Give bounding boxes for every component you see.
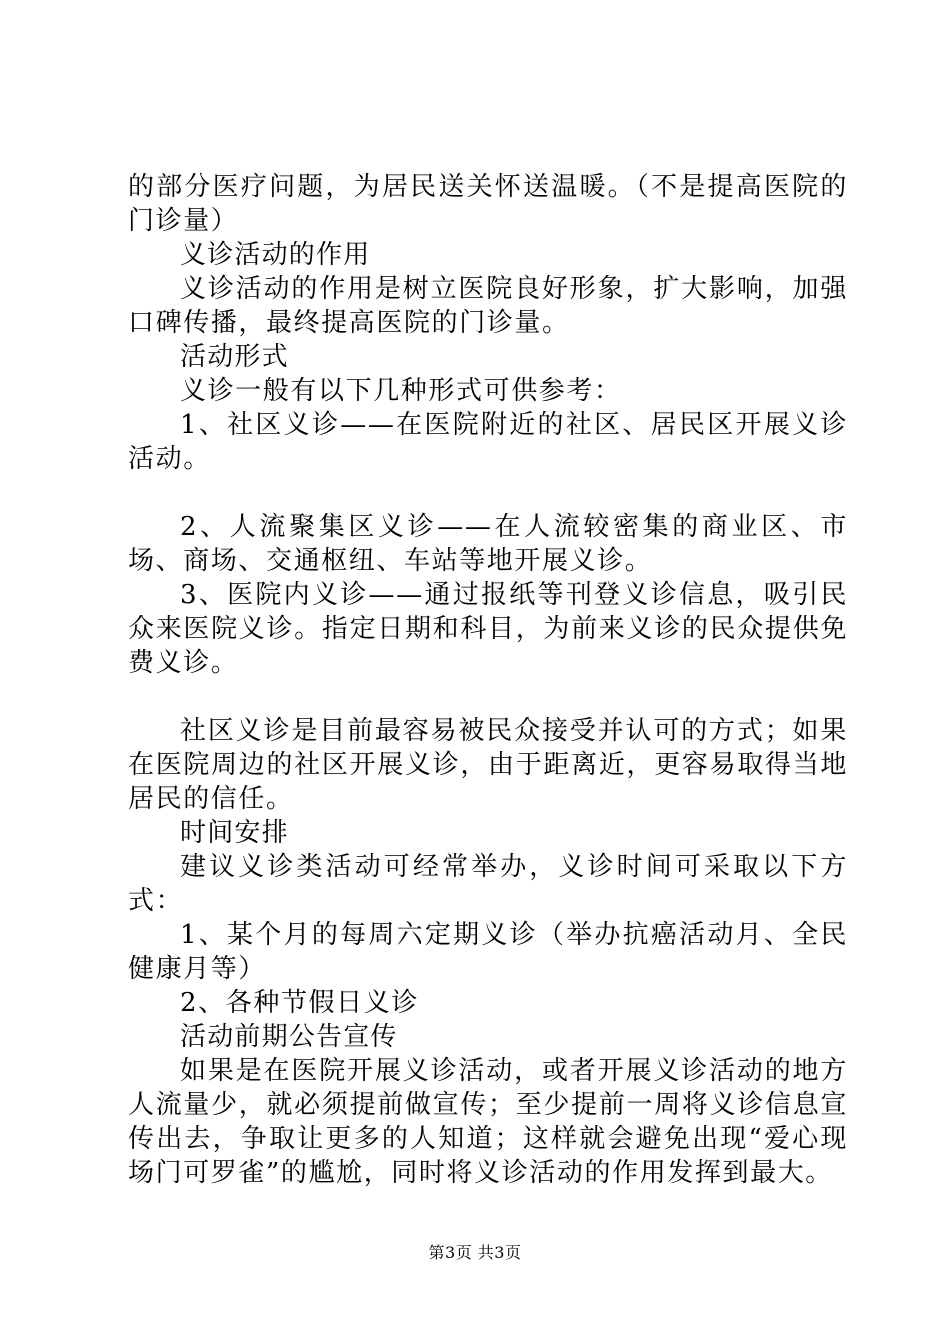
paragraph-continuation: 的部分医疗问题，为居民送关怀送温暖。（不是提高医院的门诊量） xyxy=(128,172,848,236)
document-body xyxy=(128,170,848,1190)
paragraph-forms-intro: 义诊一般有以下几种形式可供参考： xyxy=(180,376,622,406)
paragraph-role-of-clinic: 义诊活动的作用是树立医院良好形象，扩大影响，加强口碑传播，最终提高医院的门诊量。 xyxy=(128,274,848,338)
list-item-in-hospital-clinic: 3、医院内义诊——通过报纸等刊登义诊信息，吸引民众来医院义诊。指定日期和科目，为前来义诊的民众提供免费义诊。 xyxy=(128,580,848,678)
heading-role-of-clinic: 义诊活动的作用 xyxy=(180,240,371,270)
page-footer: 第3页 共3页 xyxy=(428,1243,522,1262)
list-item-community-clinic: 1、社区义诊——在医院附近的社区、居民区开展义诊活动。 xyxy=(128,410,848,474)
paragraph-schedule-intro: 建议义诊类活动可经常举办，义诊时间可采取以下方式： xyxy=(128,852,848,916)
heading-schedule: 时间安排 xyxy=(180,818,289,848)
heading-activity-forms: 活动形式 xyxy=(180,342,289,372)
heading-publicity: 活动前期公告宣传 xyxy=(180,1022,398,1052)
list-item-holidays: 2、各种节假日义诊 xyxy=(180,988,419,1018)
paragraph-publicity: 如果是在医院开展义诊活动，或者开展义诊活动的地方人流量少，就必须提前做宣传；至少提前一周将义诊信息宣传出去，争取让更多的人知道；这样就会避免出现“爱心现场门可罗雀”的尴尬，同时将义诊活动的作用发挥到最大。 xyxy=(128,1056,848,1188)
paragraph-community-advantage: 社区义诊是目前最容易被民众接受并认可的方式；如果在医院周边的社区开展义诊，由于距离近，更容易取得当地居民的信任。 xyxy=(128,716,848,814)
list-item-crowded-area-clinic: 2、人流聚集区义诊——在人流较密集的商业区、市场、商场、交通枢纽、车站等地开展义诊。 xyxy=(128,512,848,576)
list-item-weekly-saturday: 1、某个月的每周六定期义诊（举办抗癌活动月、全民健康月等） xyxy=(128,920,848,984)
